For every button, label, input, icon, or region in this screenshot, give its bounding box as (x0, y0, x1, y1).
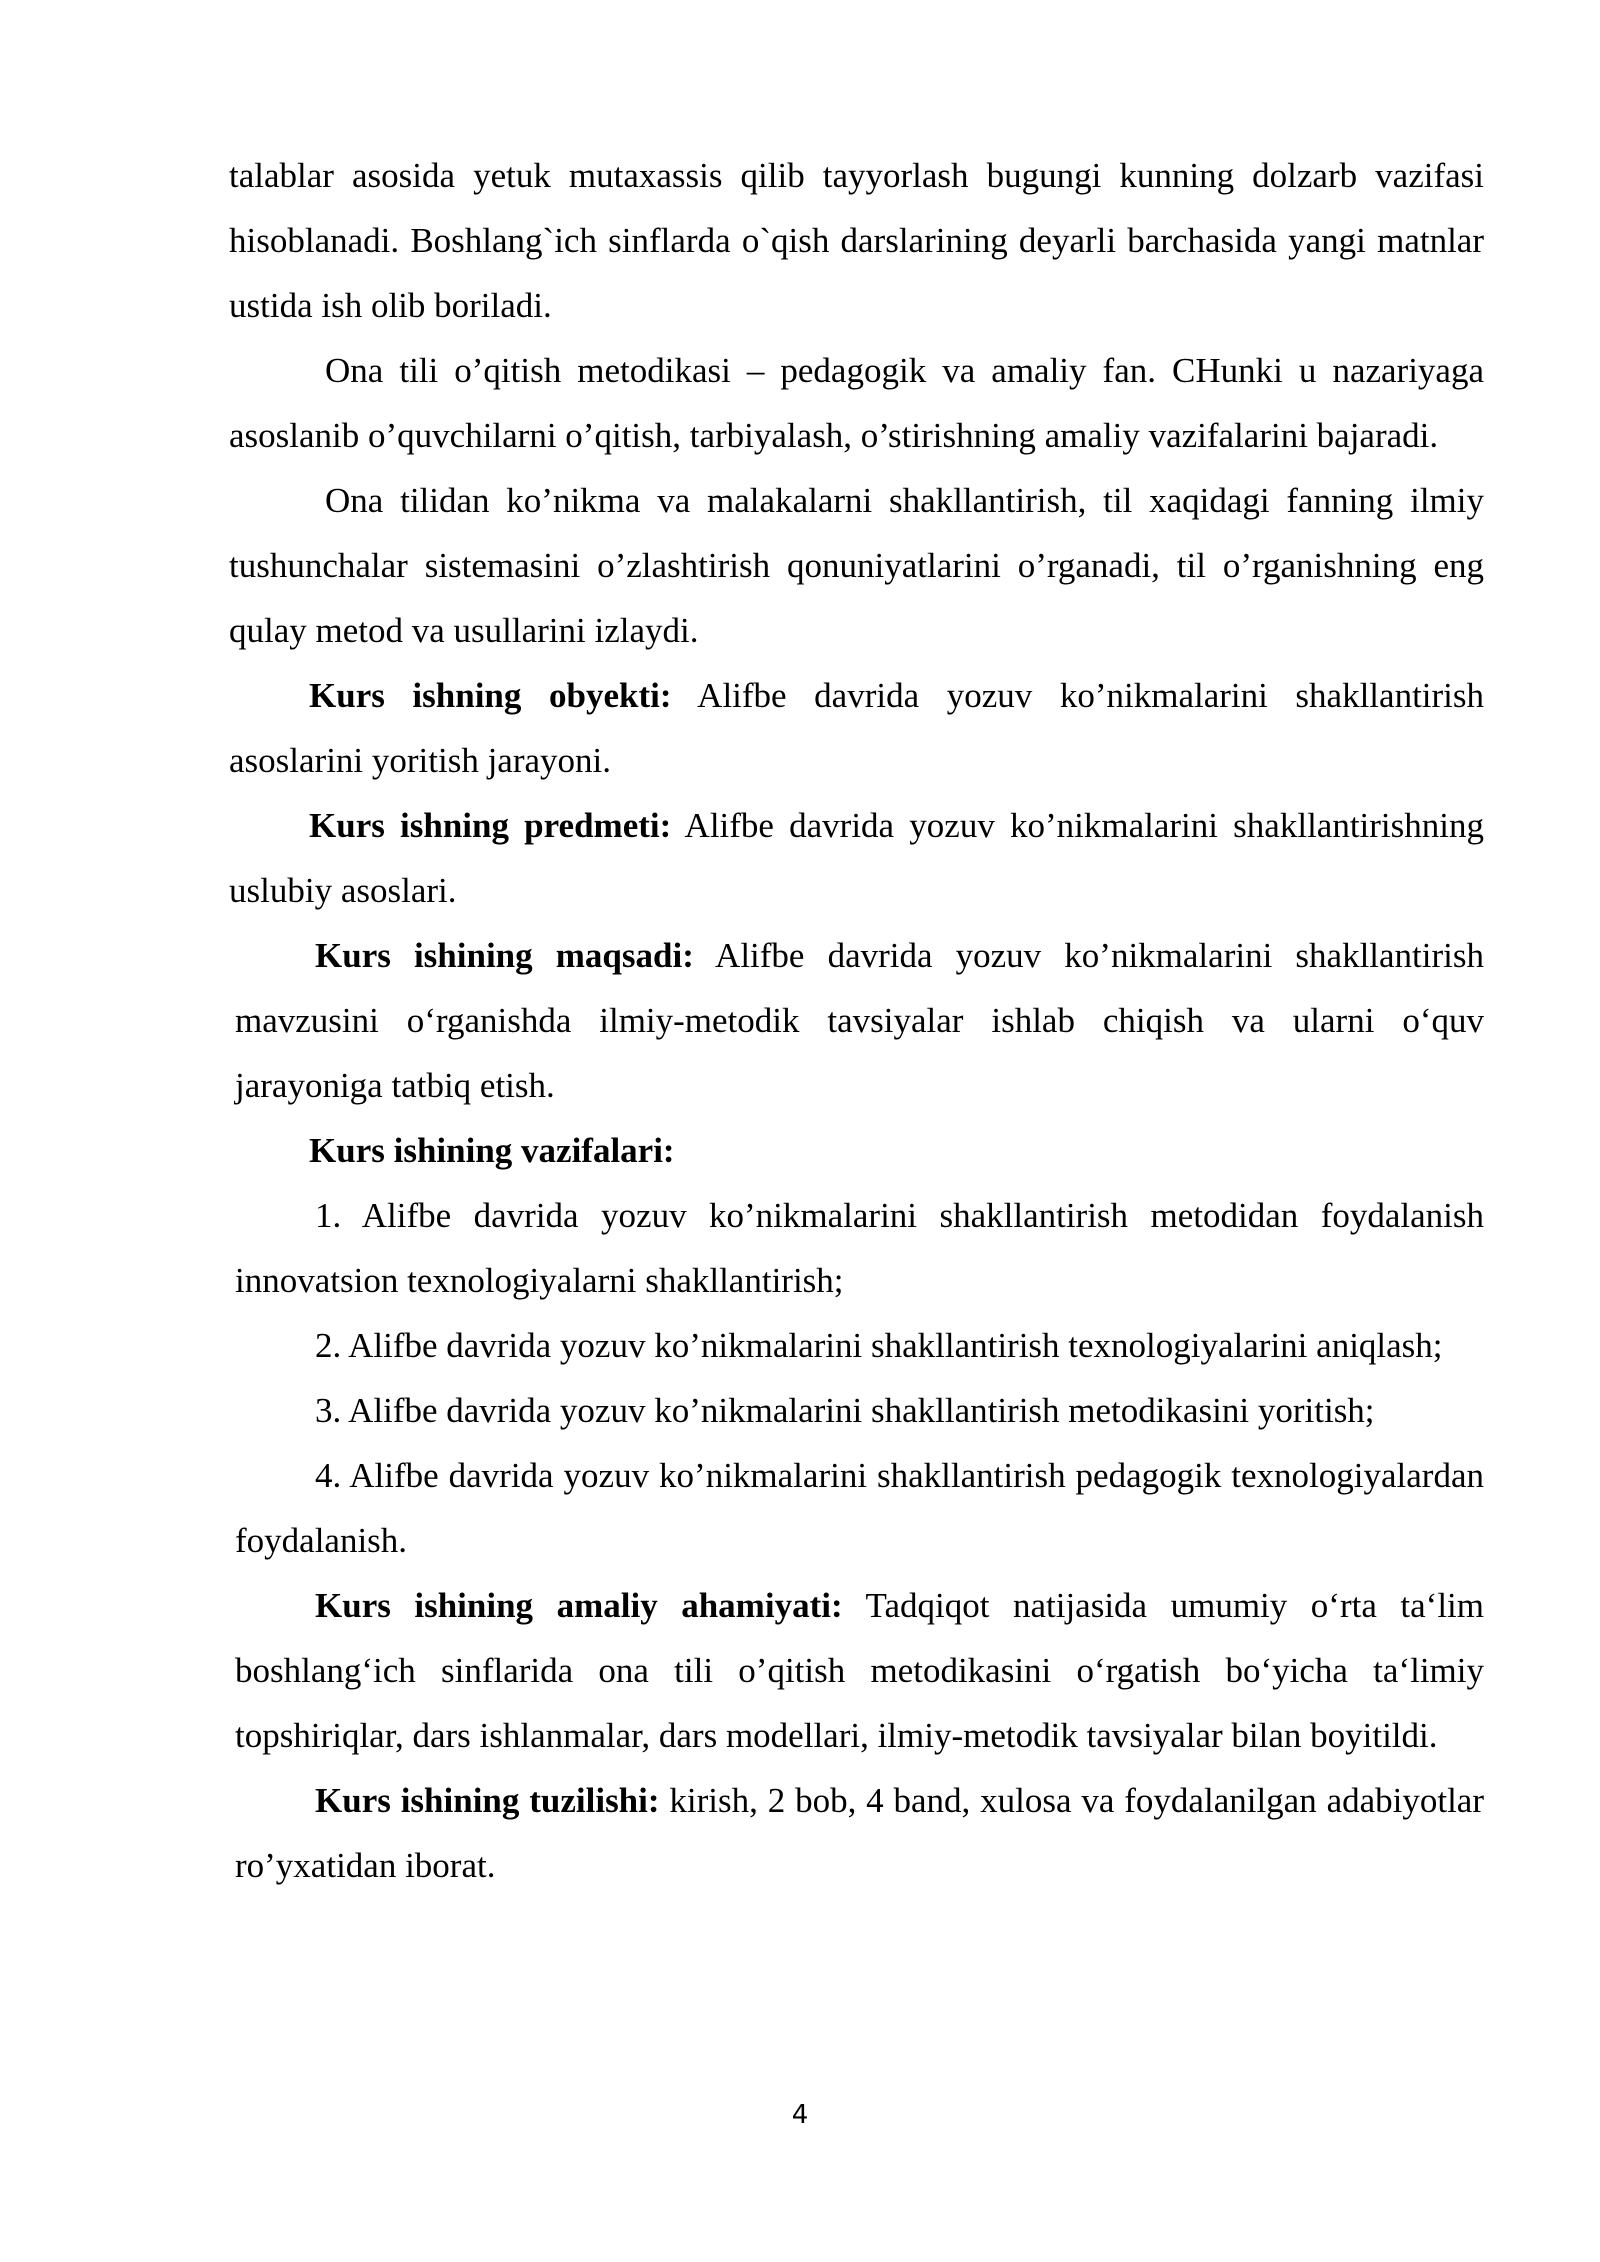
research-subject-label: Kurs ishning predmeti: (309, 806, 672, 845)
page-number: 4 (791, 2100, 809, 2130)
research-object-label: Kurs ishning obyekti: (309, 676, 672, 715)
structure-label: Kurs ishining tuzilishi: (315, 1781, 660, 1820)
paragraph-methodology-scope: Ona tilidan ko’nikma va malakalarni shakllantirish, til xaqidagi fanning ilmiy tushunchalar sistemasini o’zlashtirish qonuniyatlarini o’rganadi, til o’rganishning eng qulay metod va usullarini izlaydi. (229, 481, 1484, 650)
task-item-1: 1. Alifbe davrida yozuv ko’nikmalarini shakllantirish metodidan foydalanish innovatsion texnologiyalarni shakllantirish; (235, 1196, 1484, 1300)
research-goal-label: Kurs ishining maqsadi: (315, 936, 694, 975)
task-item-3: 3. Alifbe davrida yozuv ko’nikmalarini shakllantirish metodikasini yoritish; (315, 1391, 1375, 1430)
task-item-2: 2. Alifbe davrida yozuv ko’nikmalarini shakllantirish texnologiyalarini aniqlash; (315, 1326, 1443, 1365)
research-goal-text: Alifbe davrida yozuv ko’nikmalarini shakllantirish mavzusini o‘rganishda ilmiy-metodik tavsiyalar ishlab chiqish va ularni o‘quv jarayoniga tatbiq etish. (235, 936, 1484, 1105)
paragraph-research-subject (229, 793, 1484, 923)
paragraph-research-object (229, 663, 1484, 793)
practical-significance-label: Kurs ishining amaliy ahamiyati: (315, 1586, 843, 1625)
task-item-4: 4. Alifbe davrida yozuv ko’nikmalarini shakllantirish pedagogik texnologiyalardan foydalanish. (235, 1456, 1484, 1560)
tasks-heading: Kurs ishining vazifalari: (309, 1131, 675, 1170)
practical-significance-text: Tadqiqot natijasida umumiy o‘rta ta‘lim boshlang‘ich sinflarida ona tili o’qitish metodikasini o‘rgatish bo‘yicha ta‘limiy topshiriqlar, dars ishlanmalar, dars modellari, ilmiy-metodik tavsiyalar bilan boyitildi. (235, 1586, 1484, 1755)
paragraph-research-goal (235, 923, 1484, 1118)
paragraph-methodology-definition: Ona tili o’qitish metodikasi – pedagogik va amaliy fan. CHunki u nazariyaga asoslanib o’quvchilarni o’qitish, tarbiyalash, o’stirishning amaliy vazifalarini bajaradi. (229, 351, 1484, 455)
research-object-text: Alifbe davrida yozuv ko’nikmalarini shakllantirish asoslarini yoritish jarayoni. (229, 676, 1485, 780)
paragraph-intro-continuation: talablar asosida yetuk mutaxassis qilib tayyorlash bugungi kunning dolzarb vazifasi hisoblanadi. Boshlang`ich sinflarda o`qish darslarining deyarli barchasida yangi matnlar ustida ish olib boriladi. (229, 156, 1484, 325)
structure-text: kirish, 2 bob, 4 band, xulosa va foydalanilgan adabiyotlar ro’yxatidan iborat. (235, 1781, 1484, 1885)
page-body (229, 143, 1484, 1898)
paragraph-structure (235, 1768, 1484, 1898)
research-subject-text: Alifbe davrida yozuv ko’nikmalarini shakllantirishning uslubiy asoslari. (229, 806, 1484, 910)
paragraph-practical-significance (235, 1573, 1484, 1768)
